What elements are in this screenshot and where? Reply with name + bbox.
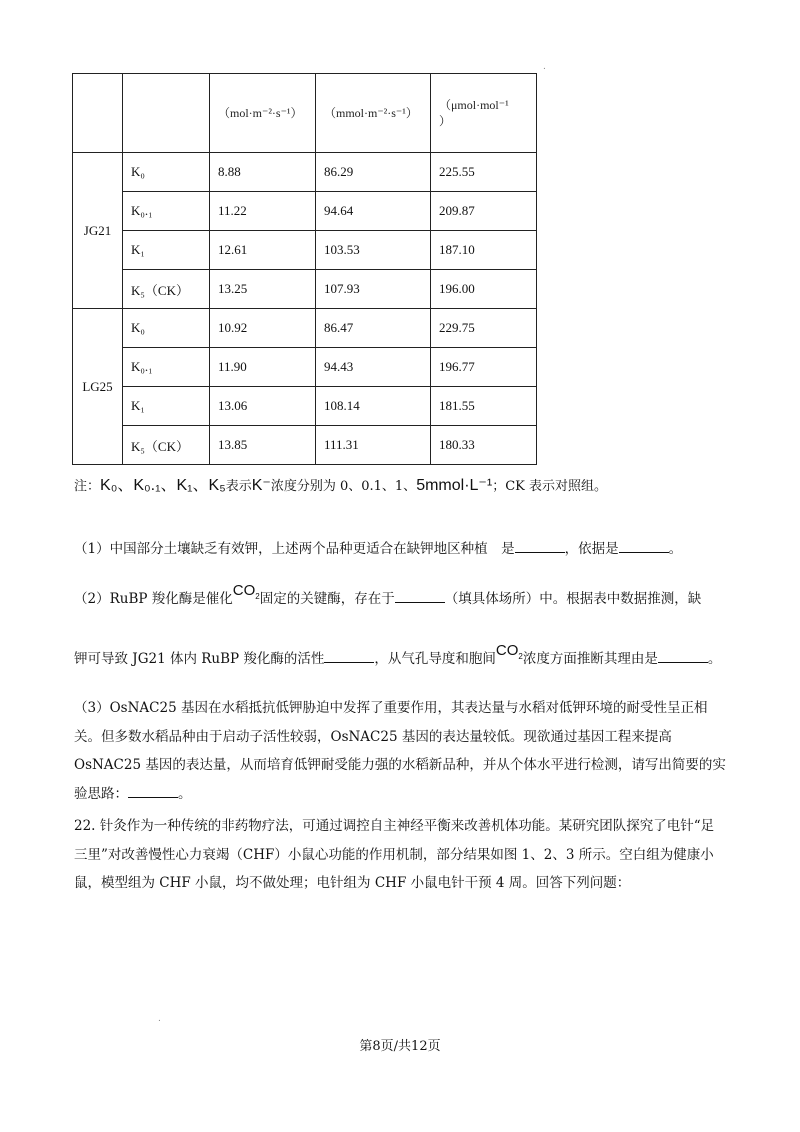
value-cell: 94.43 bbox=[316, 348, 431, 387]
question-3: （3）OsNAC25 基因在水稻抵抗低钾胁迫中发挥了重要作用，其表达量与水稻对低钾环境的耐受性呈正相关。但多数水稻品种由于启动子活性较弱，OsNAC25 基因的表达量较低。现欲通过基因工程来提高 OsNAC25 基因的表达量，从而培育低钾耐受能力强的水稻新品种，并从个体水平进行检测，请写出简要的实验思路： 。 bbox=[74, 700, 726, 802]
header-unit-2: （mmol·m⁻²·s⁻¹） bbox=[316, 74, 431, 153]
variety-label: LG25 bbox=[73, 309, 123, 465]
treatment-cell: K₅（CK） bbox=[123, 270, 210, 309]
variety-label: JG21 bbox=[73, 153, 123, 309]
table-header-row bbox=[73, 74, 537, 153]
header-unit-1: （mol·m⁻²·s⁻¹） bbox=[210, 74, 316, 153]
co2-formula: $CO_2$ bbox=[495, 642, 523, 661]
treatment-cell: K₀ bbox=[123, 309, 210, 348]
potassium-data-table bbox=[72, 73, 537, 465]
value-cell: 196.77 bbox=[431, 348, 537, 387]
question-1: （1）中国部分土壤缺乏有效钾，上述两个品种更适合在缺钾地区种植 是 ，依据是 。 bbox=[74, 538, 724, 559]
treatment-cell: K₀.₁ bbox=[123, 192, 210, 231]
treatment-cell: K₀ bbox=[123, 153, 210, 192]
value-cell: 181.55 bbox=[431, 387, 537, 426]
page-number: 第8页/共12页 bbox=[359, 1039, 441, 1054]
header-blank-treatment bbox=[123, 74, 210, 153]
answer-blank[interactable] bbox=[619, 538, 669, 553]
value-cell: 12.61 bbox=[210, 231, 316, 270]
value-cell: 86.47 bbox=[316, 309, 431, 348]
question-22-stem: 22. 针灸作为一种传统的非药物疗法，可通过调控自主神经平衡来改善机体功能。某研究团队探究了电针“足三里”对改善慢性心力衰竭（CHF）小鼠心功能的作用机制，部分结果如图 1、2、3 所示。空白组为健康小鼠，模型组为 CHF 小鼠，均不做处理；电针组为 CHF 小鼠电针干预 4 周。回答下列问题： bbox=[74, 818, 715, 891]
answer-blank[interactable] bbox=[128, 783, 178, 798]
question-2-line-2: 钾可导致 JG21 体内 RuBP 羧化酶的活性 ，从气孔导度和胞间$CO_2$浓度方面推断其理由是 。 bbox=[74, 642, 722, 667]
value-cell: 103.53 bbox=[316, 231, 431, 270]
table-row bbox=[73, 387, 537, 426]
value-cell: 13.85 bbox=[210, 426, 316, 465]
table-note: 注：K₀、K₀.₁、K₁、K₅表示K⁻浓度分别为 0、0.1、1、5mmol·L⁻¹；CK 表示对照组。 bbox=[74, 477, 607, 494]
treatment-cell: K₅（CK） bbox=[123, 426, 210, 465]
value-cell: 11.90 bbox=[210, 348, 316, 387]
answer-blank[interactable] bbox=[324, 648, 374, 663]
value-cell: 229.75 bbox=[431, 309, 537, 348]
value-cell: 10.92 bbox=[210, 309, 316, 348]
question-2-line-1: （2）RuBP 羧化酶是催化$CO_2$固定的关键酶，存在于 （填具体场所）中。根据表中数据推测，缺 bbox=[74, 582, 702, 607]
table-row bbox=[73, 270, 537, 309]
value-cell: 111.31 bbox=[316, 426, 431, 465]
value-cell: 94.64 bbox=[316, 192, 431, 231]
header-blank-variety bbox=[73, 74, 123, 153]
answer-blank[interactable] bbox=[515, 538, 565, 553]
table-row bbox=[73, 153, 537, 192]
value-cell: 196.00 bbox=[431, 270, 537, 309]
value-cell: 13.25 bbox=[210, 270, 316, 309]
scan-dot: . bbox=[543, 62, 546, 72]
value-cell: 225.55 bbox=[431, 153, 537, 192]
value-cell: 180.33 bbox=[431, 426, 537, 465]
value-cell: 187.10 bbox=[431, 231, 537, 270]
co2-formula: $CO_2$ bbox=[232, 582, 260, 601]
treatment-cell: K₁ bbox=[123, 387, 210, 426]
treatment-cell: K₁ bbox=[123, 231, 210, 270]
table-row bbox=[73, 348, 537, 387]
table-row bbox=[73, 426, 537, 465]
value-cell: 13.06 bbox=[210, 387, 316, 426]
value-cell: 209.87 bbox=[431, 192, 537, 231]
table-row bbox=[73, 231, 537, 270]
answer-blank[interactable] bbox=[658, 648, 708, 663]
value-cell: 11.22 bbox=[210, 192, 316, 231]
table-row bbox=[73, 309, 537, 348]
treatment-cell: K₀.₁ bbox=[123, 348, 210, 387]
value-cell: 107.93 bbox=[316, 270, 431, 309]
value-cell: 108.14 bbox=[316, 387, 431, 426]
scan-dot: . bbox=[158, 1014, 161, 1024]
value-cell: 86.29 bbox=[316, 153, 431, 192]
answer-blank[interactable] bbox=[395, 588, 445, 603]
table-row bbox=[73, 192, 537, 231]
value-cell: 8.88 bbox=[210, 153, 316, 192]
header-unit-3: （μmol·mol⁻¹ ） bbox=[431, 74, 537, 153]
